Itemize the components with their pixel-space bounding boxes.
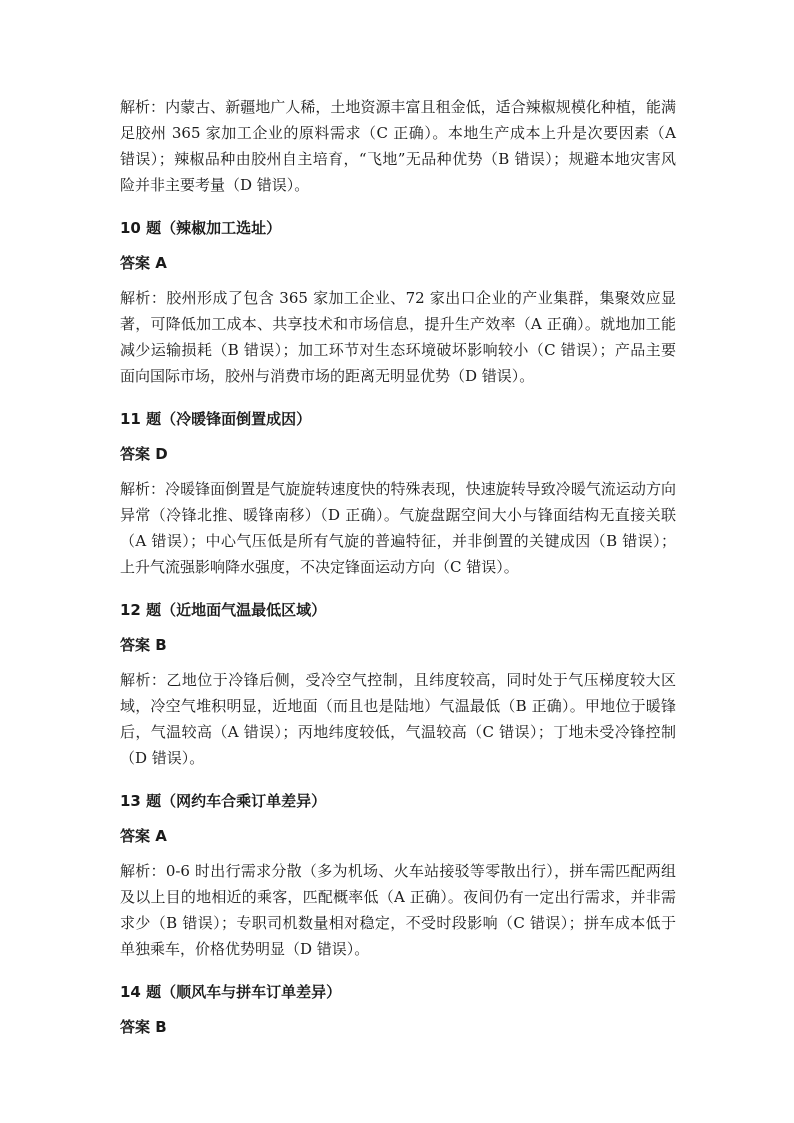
intro-analysis: 解析：内蒙古、新疆地广人稀，土地资源丰富且租金低，适合辣椒规模化种植，能满足胶州 365 家加工企业的原料需求（C 正确）。本地生产成本上升是次要因素（A 错误）；辣椒品种由胶州自主培育，“飞地”无品种优势（B 错误）；规避本地灾害风险并非主要考量（D 错误）。 (120, 98, 676, 194)
question-heading: 13 题（网约车合乘订单差异） (120, 792, 327, 810)
question-heading: 12 题（近地面气温最低区域） (120, 601, 327, 619)
question-11 (120, 406, 676, 580)
question-analysis: 解析：冷暖锋面倒置是气旋旋转速度快的特殊表现，快速旋转导致冷暖气流运动方向异常（冷锋北推、暖锋南移）（D 正确）。气旋盘踞空间大小与锋面结构无直接关联（A 错误）；中心气压低是所有气旋的普遍特征，并非倒置的关键成因（B 错误）；上升气流强影响降水强度，不决定锋面运动方向（C 错误）。 (120, 480, 676, 576)
answer-label: 答案 D (120, 445, 168, 463)
document-page (120, 94, 676, 1040)
question-analysis: 解析：0-6 时出行需求分散（多为机场、火车站接驳等零散出行），拼车需匹配两组及以上目的地相近的乘客，匹配概率低（A 正确）。夜间仍有一定出行需求，并非需求少（B 错误）；专职司机数量相对稳定，不受时段影响（C 错误）；拼车成本低于单独乘车，价格优势明显（D 错误）。 (120, 862, 676, 958)
question-heading: 11 题（冷暖锋面倒置成因） (120, 410, 312, 428)
question-analysis: 解析：乙地位于冷锋后侧，受冷空气控制，且纬度较高，同时处于气压梯度较大区域，冷空气堆积明显，近地面（而且也是陆地）气温最低（B 正确）。甲地位于暖锋后，气温较高（A 错误）；丙地纬度较低，气温较高（C 错误）；丁地未受冷锋控制（D 错误）。 (120, 671, 676, 767)
answer-label: 答案 A (120, 254, 167, 272)
question-analysis: 解析：胶州形成了包含 365 家加工企业、72 家出口企业的产业集群，集聚效应显著，可降低加工成本、共享技术和市场信息，提升生产效率（A 正确）。就地加工能减少运输损耗（B 错误）；加工环节对生态环境破坏影响较小（C 错误）；产品主要面向国际市场，胶州与消费市场的距离无明显优势（D 错误）。 (120, 289, 676, 385)
answer-label: 答案 A (120, 827, 167, 845)
question-heading: 10 题（辣椒加工选址） (120, 219, 282, 237)
answer-label: 答案 B (120, 636, 167, 654)
question-12 (120, 597, 676, 771)
answer-label: 答案 B (120, 1018, 167, 1036)
question-heading: 14 题（顺风车与拼车订单差异） (120, 983, 342, 1001)
question-14 (120, 979, 676, 1040)
question-13 (120, 788, 676, 962)
question-10 (120, 215, 676, 389)
